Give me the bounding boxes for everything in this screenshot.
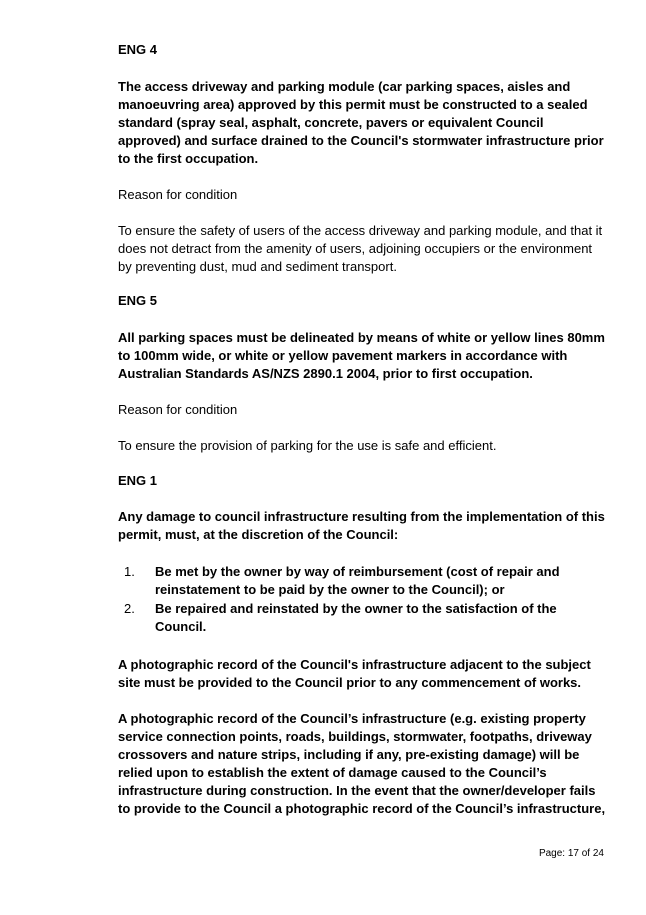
photographic-record-reliance: A photographic record of the Council’s infrastructure (e.g. existing property service connection points, roads, buildings, stormwater, footpaths, driveway crossovers and nature strips, including if any, pre-existing damage) will be relied upon to establish the extent of damage caused to the Council’s infrastructure during construction. In the event that the owner/developer fails to provide to the Council a photographic record of the Council’s infrastructure, (118, 711, 606, 816)
photographic-record-requirement: A photographic record of the Council's infrastructure adjacent to the subject site must be provided to the Council prior to any commencement of works. (118, 657, 591, 690)
condition-heading-eng-5: ENG 5 (118, 293, 158, 308)
list-item-number: 1. (124, 564, 135, 579)
condition-heading-eng-4: ENG 4 (118, 42, 158, 57)
list-item (118, 600, 606, 637)
condition-text-eng-5: All parking spaces must be delineated by means of white or yellow lines 80mm to 100mm wide, or white or yellow pavement markers in accordance with Australian Standards AS/NZS 2890.1 2004, prior to first occupation. (118, 330, 605, 381)
reason-text-eng-4: To ensure the safety of users of the access driveway and parking module, and that it does not detract from the amenity of users, adjoining occupiers or the environment by preventing dust, mud and sediment transport. (118, 223, 603, 274)
reason-label-eng-5: Reason for condition (118, 402, 238, 417)
condition-text-eng-4: The access driveway and parking module (car parking spaces, aisles and manoeuvring area) approved by this permit must be constructed to a sealed standard (spray seal, asphalt, concrete, pavers or equivalent Council approved) and surface drained to the Council's stormwater infrastructure prior to the first occupation. (118, 79, 604, 166)
reason-text-eng-5: To ensure the provision of parking for the use is safe and efficient. (118, 438, 497, 453)
page-number: Page: 17 of 24 (538, 848, 604, 859)
list-item-number: 2. (124, 601, 135, 616)
list-item-text: Be met by the owner by way of reimbursement (cost of repair and reinstatement to be paid by the owner to the Council); or (155, 564, 560, 597)
condition-intro-eng-1: Any damage to council infrastructure resulting from the implementation of this permit, must, at the discretion of the Council: (118, 509, 605, 542)
reason-label-eng-4: Reason for condition (118, 187, 238, 202)
condition-heading-eng-1: ENG 1 (118, 473, 158, 488)
list-item-text: Be repaired and reinstated by the owner to the satisfaction of the Council. (155, 601, 557, 634)
list-item (118, 563, 606, 600)
